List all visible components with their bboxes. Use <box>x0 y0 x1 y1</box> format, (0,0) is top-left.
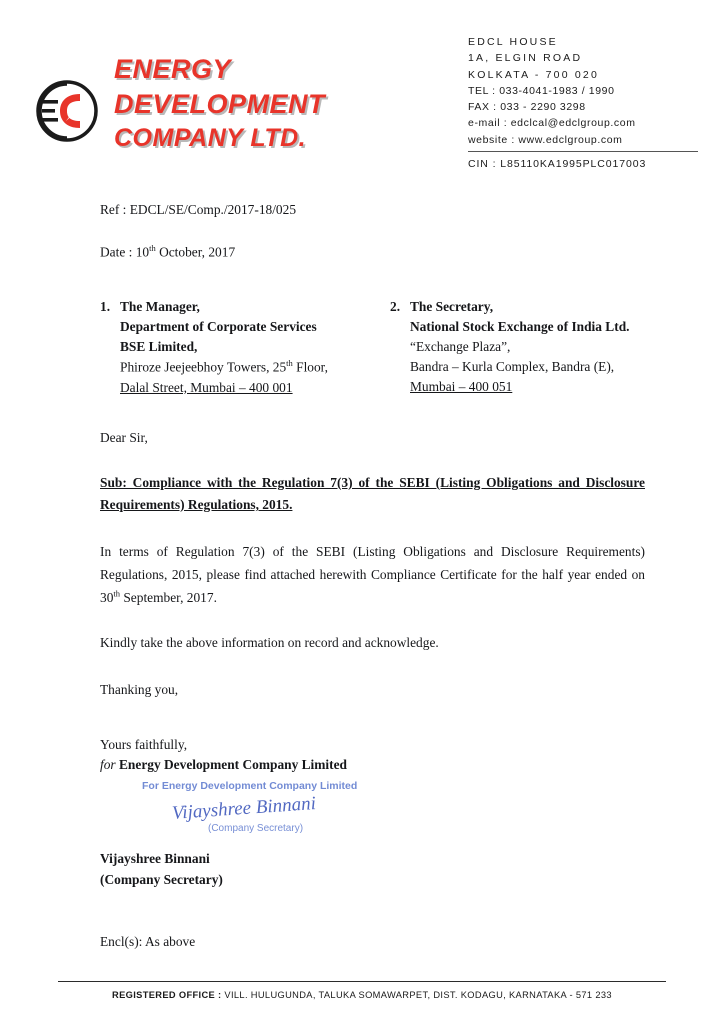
address-email: e-mail : edclcal@edclgroup.com <box>468 117 636 130</box>
addressee-2-body <box>410 297 630 398</box>
letterhead-address <box>468 34 698 172</box>
thanking-line: Thanking you, <box>100 682 179 698</box>
handwritten-signature: Vijayshree Binnani <box>171 793 317 825</box>
company-name: Energy Development Company Limited <box>119 757 348 773</box>
addressee-2-line-4: Bandra – Kurla Complex, Bandra (E), <box>410 359 615 375</box>
addressee-1-line-4-pre: Phiroze Jeejeebhoy Towers, 25 <box>120 359 287 375</box>
yours-faithfully: Yours faithfully, <box>100 737 188 753</box>
addressee-1-underlined: Dalal Street, Mumbai – 400 001 <box>120 379 293 395</box>
addressee-1-body <box>120 297 375 398</box>
addressee-nse <box>390 297 640 398</box>
letterhead-divider <box>468 151 698 152</box>
addressee-2-number: 2. <box>390 298 401 314</box>
address-cin: CIN : L85110KA1995PLC017003 <box>468 157 647 170</box>
signer-name: Vijayshree Binnani <box>100 851 210 867</box>
addressee-1-line-2: Department of Corporate Services <box>120 318 317 334</box>
logo-line-3: COMPANY LTD. <box>114 124 307 152</box>
addressee-1-line-4-post: Floor, <box>292 359 328 375</box>
reference-line: Ref : EDCL/SE/Comp./2017-18/025 <box>100 202 297 217</box>
paragraph-1 <box>100 540 645 609</box>
addressee-1-line-3: BSE Limited, <box>120 338 198 354</box>
logo-line-1: ENERGY <box>114 54 232 84</box>
company-logo <box>36 56 336 168</box>
registered-office <box>0 990 724 1000</box>
logo-line-2: DEVELOPMENT <box>114 89 326 119</box>
for-company-line <box>100 755 645 775</box>
stamp-bottom-text: (Company Secretary) <box>208 823 304 835</box>
for-word: for <box>100 757 116 773</box>
page-footer <box>0 981 724 1000</box>
signature-area <box>100 777 645 847</box>
date-suffix: October, 2017 <box>155 244 236 260</box>
enclosures-line: Encl(s): As above <box>100 933 196 949</box>
footer-divider <box>58 981 666 982</box>
addressee-2-line-3: “Exchange Plaza”, <box>410 338 511 354</box>
letterhead <box>0 28 724 168</box>
date-ordinal: th <box>149 243 156 254</box>
subject-line: Sub: Compliance with the Regulation 7(3) of the SEBI (Listing Obligations and Disclosure Requirements) Regulations, 2015. <box>100 474 645 512</box>
addressee-1-line-4-ordinal: th <box>286 358 293 369</box>
address-tel: TEL : 033-4041-1983 / 1990 <box>468 84 615 97</box>
addressee-2-line-1: The Secretary, <box>410 298 494 314</box>
address-line-1: EDCL HOUSE <box>468 36 558 48</box>
address-fax: FAX : 033 - 2290 3298 <box>468 101 586 114</box>
address-line-3: KOLKATA - 700 020 <box>468 68 599 81</box>
addressee-block <box>100 297 645 398</box>
signoff-block <box>100 735 645 889</box>
date-prefix: Date : 10 <box>100 244 150 260</box>
addressee-1-line-1: The Manager, <box>120 298 200 314</box>
address-website: website : www.edclgroup.com <box>468 133 623 146</box>
paragraph-2: Kindly take the above information on record and acknowledge. <box>100 635 439 651</box>
paragraph-1-ordinal: th <box>113 588 121 599</box>
company-logo-text <box>114 56 374 151</box>
addressee-1-number: 1. <box>100 298 111 314</box>
edcl-logo-icon <box>36 80 98 142</box>
salutation: Dear Sir, <box>100 429 148 445</box>
addressee-bse <box>100 297 390 398</box>
paragraph-1-post: September, 2017. <box>120 590 217 606</box>
paragraph-1-pre: In terms of Regulation 7(3) of the SEBI (Listing Obligations and Disclosure Requirements) Regulations, 2015, please find attached herewith Compliance Certificate for the half year ended on 30 <box>100 544 645 606</box>
registered-office-label: REGISTERED OFFICE : <box>112 990 222 1000</box>
addressee-1-line-4 <box>120 357 375 378</box>
registered-office-address: VILL. HULUGUNDA, TALUKA SOMAWARPET, DIST. KODAGU, KARNATAKA - 571 233 <box>221 990 612 1000</box>
address-line-2: 1A, ELGIN ROAD <box>468 52 583 65</box>
addressee-2-underlined: Mumbai – 400 051 <box>410 379 513 395</box>
letter-body <box>100 200 645 952</box>
addressee-2-line-2: National Stock Exchange of India Ltd. <box>410 318 630 334</box>
stamp-top-text: For Energy Development Company Limited <box>142 780 358 793</box>
signer-title: (Company Secretary) <box>100 871 223 887</box>
date-line <box>100 242 645 263</box>
